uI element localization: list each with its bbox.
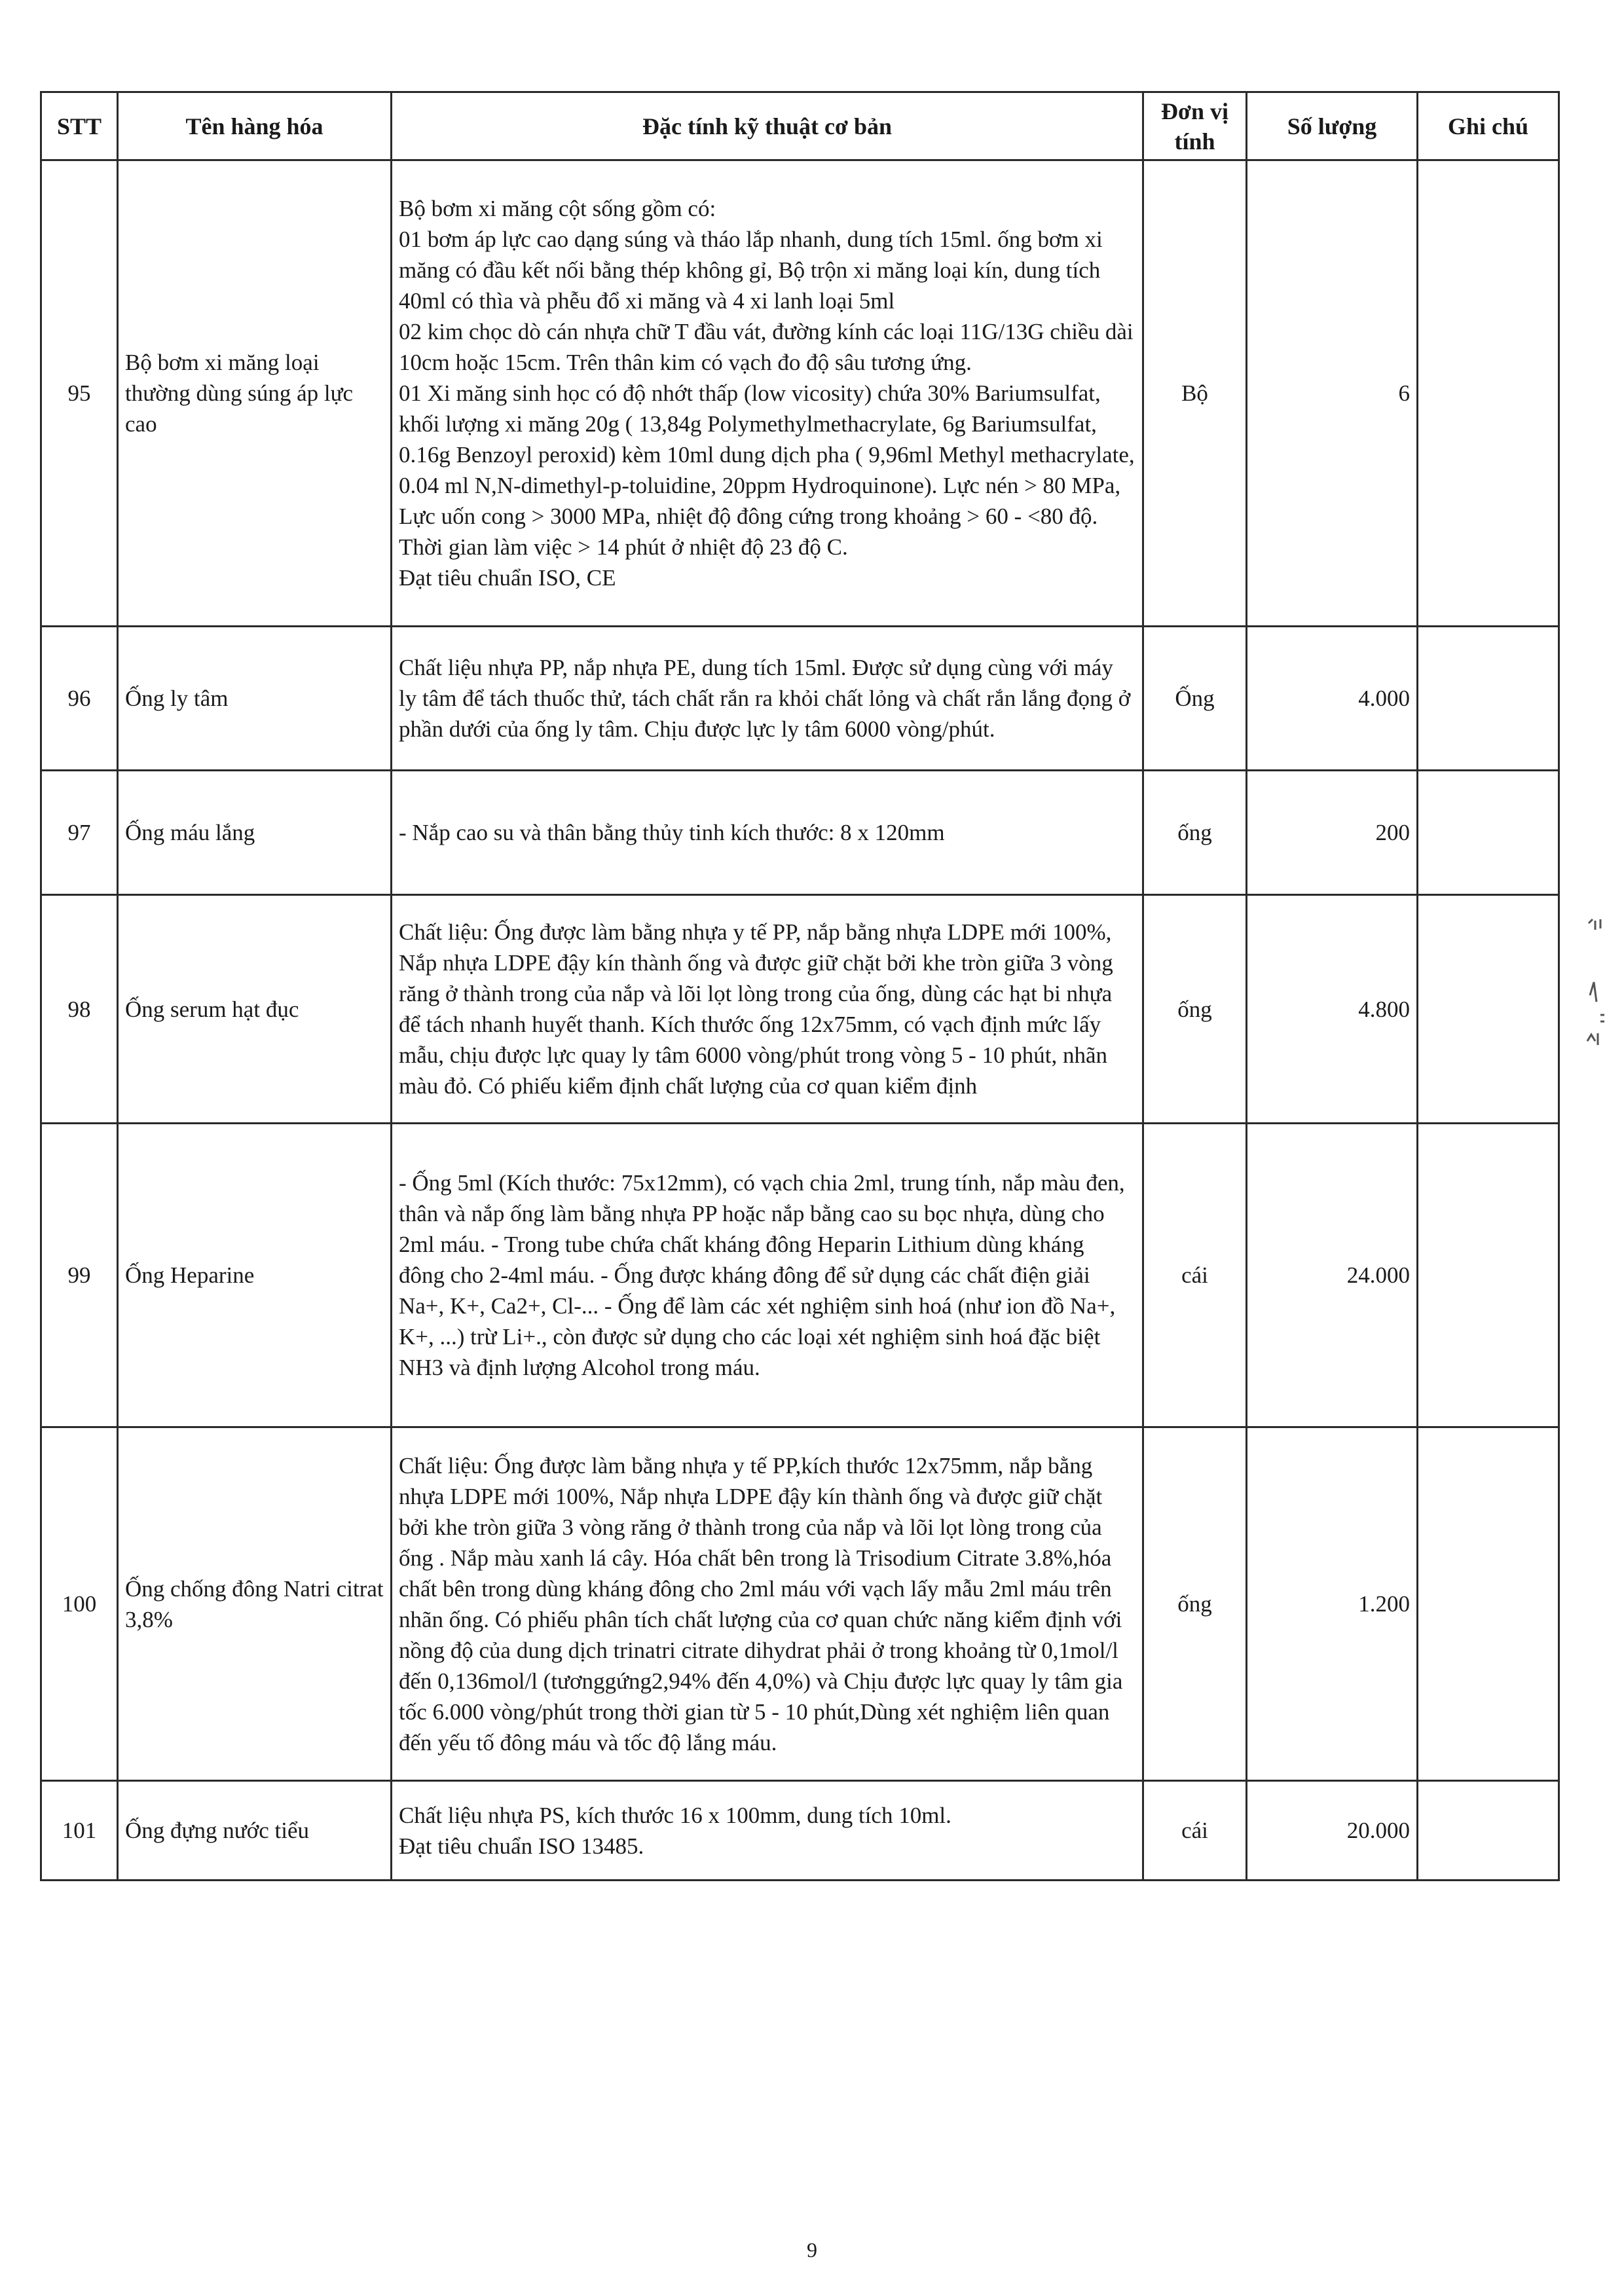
header-qty: Số lượng (1247, 92, 1418, 160)
row-name: Ống chống đông Natri citrat 3,8% (118, 1427, 392, 1781)
row-unit: ống (1143, 895, 1247, 1124)
row-name: Ống serum hạt đục (118, 895, 392, 1124)
row-unit: cái (1143, 1781, 1247, 1881)
table-header-row (41, 92, 1559, 160)
row-qty: 4.000 (1247, 627, 1418, 771)
row-qty: 20.000 (1247, 1781, 1418, 1881)
row-stt: 100 (41, 1427, 118, 1781)
table-row (41, 1124, 1559, 1427)
header-stt: STT (41, 92, 118, 160)
table-row (41, 895, 1559, 1124)
row-stt: 99 (41, 1124, 118, 1427)
row-name: Ống máu lắng (118, 771, 392, 895)
row-note (1418, 160, 1559, 627)
table-row (41, 160, 1559, 627)
row-qty: 4.800 (1247, 895, 1418, 1124)
row-unit: Bộ (1143, 160, 1247, 627)
row-note (1418, 1124, 1559, 1427)
row-qty: 6 (1247, 160, 1418, 627)
row-name: Bộ bơm xi măng loại thường dùng súng áp lực cao (118, 160, 392, 627)
row-spec: Chất liệu nhựa PP, nắp nhựa PE, dung tích 15ml. Được sử dụng cùng với máy ly tâm để tách thuốc thử, tách chất rắn ra khỏi chất lỏng và chất rắn lắng đọng ở phần dưới của ống ly tâm. Chịu được lực ly tâm 6000 vòng/phút. (392, 627, 1143, 771)
goods-table (40, 91, 1560, 1881)
header-name: Tên hàng hóa (118, 92, 392, 160)
row-stt: 95 (41, 160, 118, 627)
page-number: 9 (807, 2238, 817, 2262)
table-row (41, 1427, 1559, 1781)
row-note (1418, 895, 1559, 1124)
row-note (1418, 1781, 1559, 1881)
row-stt: 98 (41, 895, 118, 1124)
table-row (41, 627, 1559, 771)
header-unit: Đơn vị tính (1143, 92, 1247, 160)
row-unit: cái (1143, 1124, 1247, 1427)
row-name: Ống Heparine (118, 1124, 392, 1427)
header-note: Ghi chú (1418, 92, 1559, 160)
row-qty: 200 (1247, 771, 1418, 895)
header-spec: Đặc tính kỹ thuật cơ bản (392, 92, 1143, 160)
row-spec: - Ống 5ml (Kích thước: 75x12mm), có vạch chia 2ml, trung tính, nắp màu đen, thân và nắp ống làm bằng nhựa PP hoặc nắp bằng cao su bọc nhựa, dùng cho 2ml máu. - Trong tube chứa chất kháng đông Heparin Lithium dùng kháng đông cho 2-4ml máu. - Ống được kháng đông để sử dụng các chất điện giải Na+, K+, Ca2+, Cl-... - Ống để làm các xét nghiệm sinh hoá (như ion đồ Na+, K+, ...) trừ Li+., còn được sử dụng cho các loại xét nghiệm sinh hoá đặc biệt NH3 và định lượng Alcohol trong máu. (392, 1124, 1143, 1427)
row-name: Ống đựng nước tiểu (118, 1781, 392, 1881)
row-qty: 1.200 (1247, 1427, 1418, 1781)
row-stt: 96 (41, 627, 118, 771)
row-spec: Chất liệu: Ống được làm bằng nhựa y tế PP,kích thước 12x75mm, nắp bằng nhựa LDPE mới 100%, Nắp nhựa LDPE đậy kín thành ống và được giữ chặt bởi khe tròn giữa 3 vòng răng ở thành trong của nắp và lõi lọt lòng trong của ống . Nắp màu xanh lá cây. Hóa chất bên trong là Trisodium Citrate 3.8%,hóa chất bên trong dùng kháng đông cho 2ml máu với vạch lấy mẫu 2ml máu trên nhãn ống. Có phiếu phân tích chất lượng của cơ quan chức năng kiểm định với nồng độ của dung dịch trinatri citrate dihydrat phải ở trong khoảng từ 0,1mol/l đến 0,136mol/l (tươnggứng2,94% đến 4,0%) và Chịu được lực quay ly tâm gia tốc 6.000 vòng/phút trong thời gian từ 5 - 10 phút,Dùng xét nghiệm liên quan đến yếu tố đông máu và tốc độ lắng máu. (392, 1427, 1143, 1781)
row-spec: Bộ bơm xi măng cột sống gồm có: 01 bơm áp lực cao dạng súng và tháo lắp nhanh, dung tích 15ml. ống bơm xi măng có đầu kết nối bằng thép không gỉ, Bộ trộn xi măng loại kín, dung tích 40ml có thìa và phễu đổ xi măng và 4 xi lanh loại 5ml 02 kim chọc dò cán nhựa chữ T đầu vát, đường kính các loại 11G/13G chiều dài 10cm hoặc 15cm. Trên thân kim có vạch đo độ sâu tương ứng. 01 Xi măng sinh học có độ nhớt thấp (low vicosity) chứa 30% Bariumsulfat, khối lượng xi măng 20g ( 13,84g Polymethylmethacrylate, 6g Bariumsulfat, 0.16g Benzoyl peroxid) kèm 10ml dung dịch pha ( 9,96ml Methyl methacrylate, 0.04 ml N,N-dimethyl-p-toluidine, 20ppm Hydroquinone). Lực nén > 80 MPa, Lực uốn cong > 3000 MPa, nhiệt độ đông cứng trong khoảng > 60 - <80 độ. Thời gian làm việc > 14 phút ở nhiệt độ 23 độ C. Đạt tiêu chuẩn ISO, CE (392, 160, 1143, 627)
row-spec: - Nắp cao su và thân bằng thủy tinh kích thước: 8 x 120mm (392, 771, 1143, 895)
row-note (1418, 627, 1559, 771)
row-note (1418, 1427, 1559, 1781)
row-note (1418, 771, 1559, 895)
row-stt: 97 (41, 771, 118, 895)
row-spec: Chất liệu nhựa PS, kích thước 16 x 100mm, dung tích 10ml. Đạt tiêu chuẩn ISO 13485. (392, 1781, 1143, 1881)
row-stt: 101 (41, 1781, 118, 1881)
margin-stamp-marks (1583, 917, 1610, 1048)
table-row (41, 1781, 1559, 1881)
row-name: Ống ly tâm (118, 627, 392, 771)
row-unit: Ống (1143, 627, 1247, 771)
table-row (41, 771, 1559, 895)
row-qty: 24.000 (1247, 1124, 1418, 1427)
row-unit: ống (1143, 1427, 1247, 1781)
row-unit: ống (1143, 771, 1247, 895)
row-spec: Chất liệu: Ống được làm bằng nhựa y tế PP, nắp bằng nhựa LDPE mới 100%, Nắp nhựa LDPE đậy kín thành ống và được giữ chặt bởi khe tròn giữa 3 vòng răng ở thành trong của nắp và lõi lọt lòng trong của ống, dùng các hạt bi nhựa để tách nhanh huyết thanh. Kích thước ống 12x75mm, có vạch định mức lấy mẫu, chịu được lực quay ly tâm 6000 vòng/phút trong vòng 5 - 10 phút, nhãn màu đỏ. Có phiếu kiểm định chất lượng của cơ quan kiểm định (392, 895, 1143, 1124)
